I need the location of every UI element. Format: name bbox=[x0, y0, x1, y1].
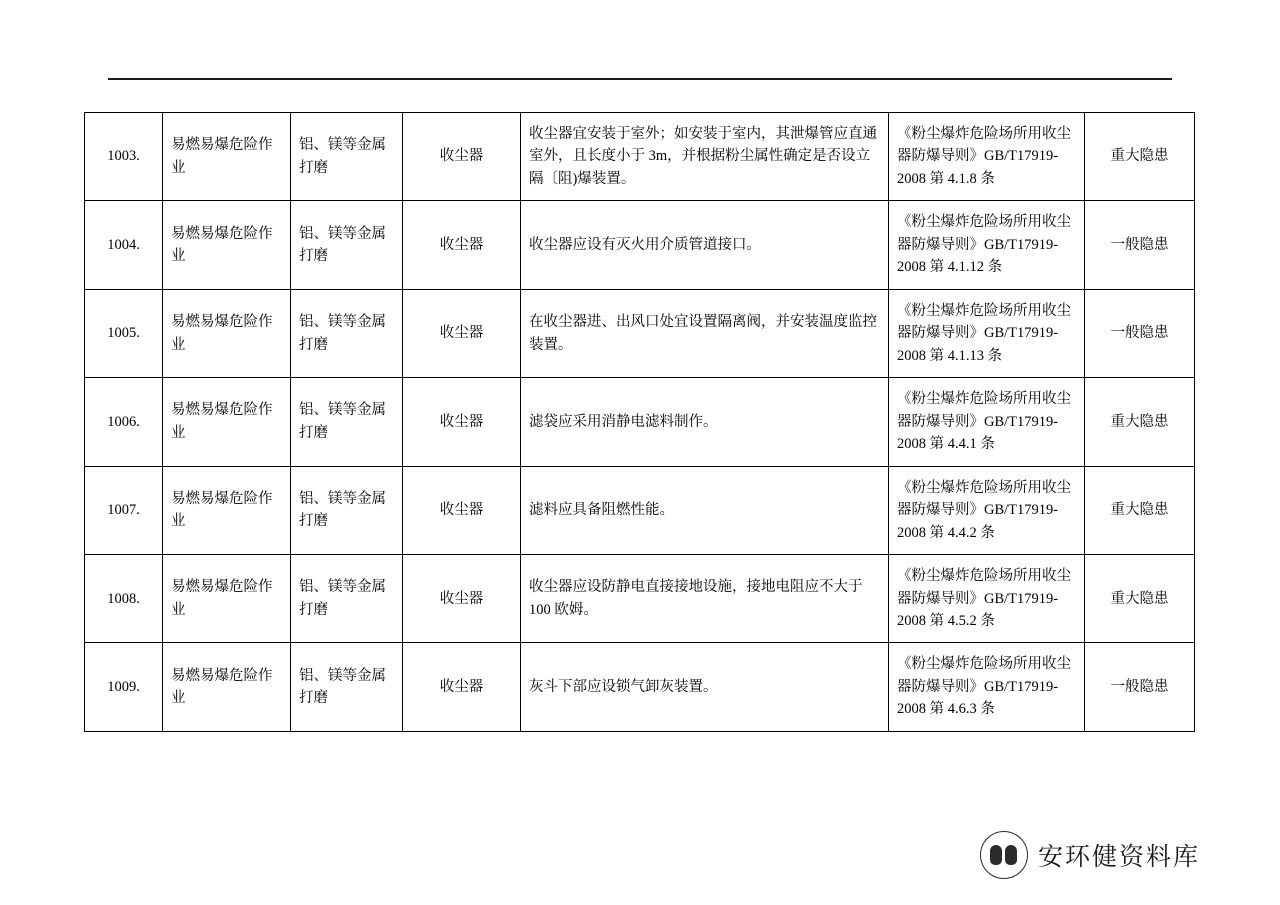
cell-description: 滤袋应采用消静电滤料制作。 bbox=[521, 378, 889, 466]
cell-reference: 《粉尘爆炸危险场所用收尘器防爆导则》GB/T17919-2008 第 4.4.2 条 bbox=[889, 466, 1085, 554]
cell-category: 易燃易爆危险作业 bbox=[163, 466, 291, 554]
cell-number: 1006. bbox=[85, 378, 163, 466]
hazard-table bbox=[84, 112, 1195, 732]
table-row bbox=[85, 113, 1195, 201]
cell-description: 收尘器宜安装于室外；如安装于室内，其泄爆管应直通室外，且长度小于 3m，并根据粉尘属性确定是否设立隔〔阻)爆装置。 bbox=[521, 113, 889, 201]
cell-description: 滤料应具备阻燃性能。 bbox=[521, 466, 889, 554]
table-row bbox=[85, 378, 1195, 466]
table-row bbox=[85, 289, 1195, 377]
cell-level: 重大隐患 bbox=[1085, 378, 1195, 466]
cell-category: 易燃易爆危险作业 bbox=[163, 643, 291, 731]
cell-reference: 《粉尘爆炸危险场所用收尘器防爆导则》GB/T17919-2008 第 4.6.3 条 bbox=[889, 643, 1085, 731]
cell-equipment: 收尘器 bbox=[403, 289, 521, 377]
cell-process: 铝、镁等金属打磨 bbox=[291, 201, 403, 289]
cell-process: 铝、镁等金属打磨 bbox=[291, 466, 403, 554]
cell-reference: 《粉尘爆炸危险场所用收尘器防爆导则》GB/T17919-2008 第 4.1.13 条 bbox=[889, 289, 1085, 377]
cell-level: 重大隐患 bbox=[1085, 555, 1195, 643]
cell-category: 易燃易爆危险作业 bbox=[163, 289, 291, 377]
cell-level: 一般隐患 bbox=[1085, 289, 1195, 377]
cell-reference: 《粉尘爆炸危险场所用收尘器防爆导则》GB/T17919-2008 第 4.4.1 条 bbox=[889, 378, 1085, 466]
cell-description: 收尘器应设防静电直接接地设施，接地电阻应不大于 100 欧姆。 bbox=[521, 555, 889, 643]
cell-level: 一般隐患 bbox=[1085, 643, 1195, 731]
table-row bbox=[85, 201, 1195, 289]
cell-equipment: 收尘器 bbox=[403, 113, 521, 201]
cell-category: 易燃易爆危险作业 bbox=[163, 201, 291, 289]
cell-category: 易燃易爆危险作业 bbox=[163, 378, 291, 466]
cell-description: 在收尘器进、出风口处宜设置隔离阀，并安装温度监控装置。 bbox=[521, 289, 889, 377]
cell-process: 铝、镁等金属打磨 bbox=[291, 289, 403, 377]
cell-reference: 《粉尘爆炸危险场所用收尘器防爆导则》GB/T17919-2008 第 4.1.12 条 bbox=[889, 201, 1085, 289]
cell-level: 一般隐患 bbox=[1085, 201, 1195, 289]
cell-equipment: 收尘器 bbox=[403, 201, 521, 289]
cell-equipment: 收尘器 bbox=[403, 466, 521, 554]
cell-process: 铝、镁等金属打磨 bbox=[291, 113, 403, 201]
table-row bbox=[85, 555, 1195, 643]
cell-reference: 《粉尘爆炸危险场所用收尘器防爆导则》GB/T17919-2008 第 4.1.8 条 bbox=[889, 113, 1085, 201]
cell-equipment: 收尘器 bbox=[403, 643, 521, 731]
cell-equipment: 收尘器 bbox=[403, 378, 521, 466]
cell-reference: 《粉尘爆炸危险场所用收尘器防爆导则》GB/T17919-2008 第 4.5.2 条 bbox=[889, 555, 1085, 643]
cell-description: 收尘器应设有灭火用介质管道接口。 bbox=[521, 201, 889, 289]
cell-process: 铝、镁等金属打磨 bbox=[291, 555, 403, 643]
cell-process: 铝、镁等金属打磨 bbox=[291, 378, 403, 466]
cell-level: 重大隐患 bbox=[1085, 466, 1195, 554]
footer-brand bbox=[980, 826, 1220, 884]
cell-description: 灰斗下部应设锁气卸灰装置。 bbox=[521, 643, 889, 731]
header-divider bbox=[108, 78, 1172, 80]
cell-number: 1004. bbox=[85, 201, 163, 289]
cell-category: 易燃易爆危险作业 bbox=[163, 113, 291, 201]
wechat-account-icon bbox=[980, 831, 1028, 879]
cell-level: 重大隐患 bbox=[1085, 113, 1195, 201]
cell-number: 1008. bbox=[85, 555, 163, 643]
cell-number: 1007. bbox=[85, 466, 163, 554]
brand-name: 安环健资料库 bbox=[1038, 843, 1201, 871]
cell-number: 1003. bbox=[85, 113, 163, 201]
cell-category: 易燃易爆危险作业 bbox=[163, 555, 291, 643]
table-row bbox=[85, 643, 1195, 731]
cell-process: 铝、镁等金属打磨 bbox=[291, 643, 403, 731]
cell-number: 1005. bbox=[85, 289, 163, 377]
table-row bbox=[85, 466, 1195, 554]
cell-equipment: 收尘器 bbox=[403, 555, 521, 643]
cell-number: 1009. bbox=[85, 643, 163, 731]
